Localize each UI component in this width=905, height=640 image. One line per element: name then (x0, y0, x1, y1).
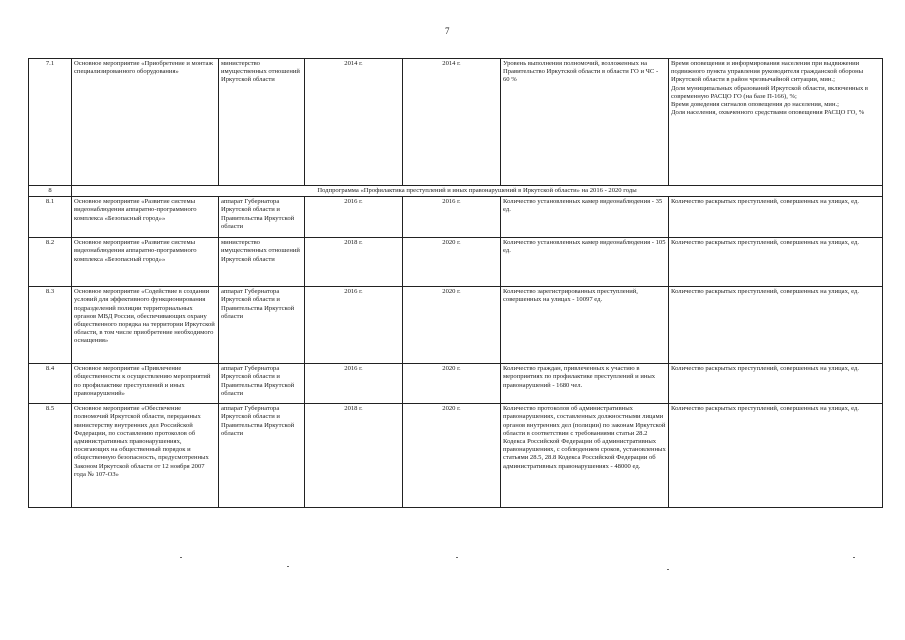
page-number: 7 (445, 26, 450, 36)
activity-cell: Основное мероприятие «Обеспечение полномочий Иркутской области, переданных министерству внутренних дел Российской Федерации, по составлению протоколов об административных правонарушениях, посягающих на общественный порядок и общественную безопасность, предусмотренных Законом Иркутской области от 12 ноября 2007 года № 107-ОЗ» (72, 404, 219, 508)
start-year-cell: 2018 г. (305, 238, 403, 287)
start-year-cell: 2016 г. (305, 364, 403, 404)
end-year-cell: 2016 г. (403, 197, 501, 238)
activity-cell: Основное мероприятие «Развитие системы видеонаблюдения аппаратно-программного комплекса «Безопасный город»» (72, 197, 219, 238)
result-cell: Количество протоколов об административных правонарушениях, составленных должностными лицами органов внутренних дел (полиции) по законам Иркутской области в соответствии с требованиями статьи 28.2 Кодекса Российской Федерации об административных правонарушениях, с соблюдением сроков, установленных статьями 28.5, 28.8 Кодекса Российской Федерации об административных правонарушениях - 48000 ед. (501, 404, 669, 508)
result-cell: Количество установленных камер видеонаблюдения - 35 ед. (501, 197, 669, 238)
activity-cell: Основное мероприятие «Привлечение общественности к осуществлению мероприятий по профилактике преступлений и иных правонарушений» (72, 364, 219, 404)
start-year-cell: 2016 г. (305, 287, 403, 364)
table-row (29, 238, 883, 287)
row-number: 8.4 (29, 364, 72, 404)
result-cell: Уровень выполнения полномочий, возложенных на Правительство Иркутской области в области ГО и ЧС - 60 % (501, 59, 669, 186)
start-year-cell: 2014 г. (305, 59, 403, 186)
table-row (29, 364, 883, 404)
executor-cell: аппарат Губернатора Иркутской области и Правительства Иркутской области (219, 197, 305, 238)
end-year-cell: 2014 г. (403, 59, 501, 186)
executor-cell: министерство имущественных отношений Иркутской области (219, 59, 305, 186)
row-number: 7.1 (29, 59, 72, 186)
activity-cell: Основное мероприятие «Приобретение и монтаж специализированного оборудования» (72, 59, 219, 186)
row-number: 8.3 (29, 287, 72, 364)
indicator-cell: Время оповещения и информирования населения при выдвижении подвижного пункта управления руководителя гражданской обороны Иркутской области в район чрезвычайной ситуации, мин.; Доля муниципальных образований Иркутской области, включенных в современную РАСЦО ГО (на базе П-166), %; Время доведения сигналов оповещения до населения, мин.; Доля населения, охваченного средствами оповещения РАСЦО ГО, % (669, 59, 883, 186)
row-number: 8.1 (29, 197, 72, 238)
row-number: 8.2 (29, 238, 72, 287)
scan-speck (667, 569, 669, 570)
subprogram-row (29, 186, 883, 197)
table-row (29, 287, 883, 364)
end-year-cell: 2020 г. (403, 404, 501, 508)
activity-cell: Основное мероприятие «Развитие системы видеонаблюдения аппаратно-программного комплекса «Безопасный город»» (72, 238, 219, 287)
indicator-cell: Количество раскрытых преступлений, совершенных на улицах, ед. (669, 287, 883, 364)
result-cell: Количество установленных камер видеонаблюдения - 105 ед. (501, 238, 669, 287)
start-year-cell: 2016 г. (305, 197, 403, 238)
executor-cell: аппарат Губернатора Иркутской области и Правительства Иркутской области (219, 364, 305, 404)
row-number: 8.5 (29, 404, 72, 508)
end-year-cell: 2020 г. (403, 238, 501, 287)
executor-cell: министерство имущественных отношений Иркутской области (219, 238, 305, 287)
end-year-cell: 2020 г. (403, 287, 501, 364)
activity-cell: Основное мероприятие «Содействие в создании условий для эффективного функционирования подразделений полиции территориальных органов МВД России, обеспечивающих охрану общественного порядка на территории Иркутской области, в том числе приобретение необходимого оснащения» (72, 287, 219, 364)
end-year-cell: 2020 г. (403, 364, 501, 404)
indicator-cell: Количество раскрытых преступлений, совершенных на улицах, ед. (669, 404, 883, 508)
subprogram-title: Подпрограмма «Профилактика преступлений и иных правонарушений в Иркутской области» на 2016 - 2020 годы (72, 186, 883, 197)
executor-cell: аппарат Губернатора Иркутской области и Правительства Иркутской области (219, 404, 305, 508)
scan-speck (287, 566, 289, 567)
indicator-cell: Количество раскрытых преступлений, совершенных на улицах, ед. (669, 197, 883, 238)
scan-speck (180, 557, 182, 558)
start-year-cell: 2018 г. (305, 404, 403, 508)
table-row (29, 197, 883, 238)
indicator-cell: Количество раскрытых преступлений, совершенных на улицах, ед. (669, 238, 883, 287)
row-number: 8 (29, 186, 72, 197)
table-row (29, 59, 883, 186)
scan-speck (853, 557, 855, 558)
table-row (29, 404, 883, 508)
executor-cell: аппарат Губернатора Иркутской области и Правительства Иркутской области (219, 287, 305, 364)
program-activities-table (28, 58, 883, 508)
indicator-cell: Количество раскрытых преступлений, совершенных на улицах, ед. (669, 364, 883, 404)
result-cell: Количество граждан, привлеченных к участию в мероприятиях по профилактике преступлений и иных правонарушений - 1680 чел. (501, 364, 669, 404)
result-cell: Количество зарегистрированных преступлений, совершенных на улицах - 10097 ед. (501, 287, 669, 364)
scan-speck (456, 557, 458, 558)
